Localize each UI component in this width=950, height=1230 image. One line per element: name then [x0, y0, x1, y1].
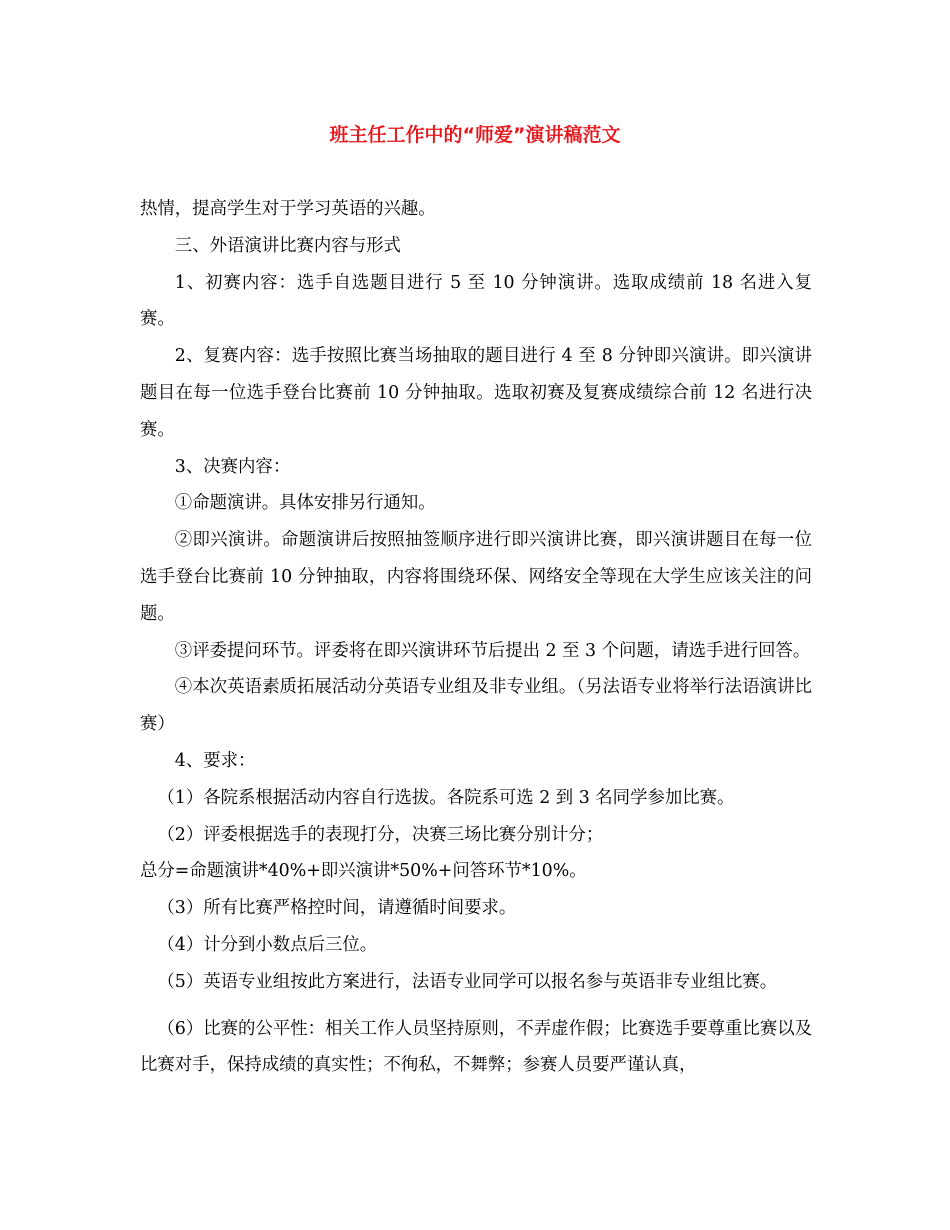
section-heading: 三、外语演讲比赛内容与形式 [174, 235, 401, 256]
paragraph: 2、复赛内容：选手按照比赛当场抽取的题目进行 4 至 8 分钟即兴演讲。即兴演讲题目在每一位选手登台比赛前 10 分钟抽取。选取初赛及复赛成绩综合前 12 名进行决赛。 [140, 346, 812, 440]
paragraph: 3、决赛内容： [174, 456, 291, 477]
list-item: ③评委提问环节。评委将在即兴演讲环节后提出 2 至 3 个问题，请选手进行回答。 [174, 640, 811, 661]
list-item: （3）所有比赛严格控时间，请遵循时间要求。 [157, 898, 517, 919]
paragraph: 热情，提高学生对于学习英语的兴趣。 [140, 199, 436, 219]
list-item: （6）比赛的公平性：相关工作人员坚持原则，不弄虚作假；比赛选手要尊重比赛以及比赛对手，保持成绩的真实性；不徇私，不舞弊；参赛人员要严谨认真， [140, 1018, 812, 1076]
formula-line: 总分=命题演讲*40%+即兴演讲*50%+问答环节*10%。 [140, 861, 587, 882]
paragraph: 4、要求： [174, 750, 256, 771]
list-item: ②即兴演讲。命题演讲后按照抽签顺序进行即兴演讲比赛，即兴演讲题目在每一位选手登台比赛前 10 分钟抽取，内容将围绕环保、网络安全等现在大学生应该关注的问题。 [140, 530, 812, 624]
list-item: （4）计分到小数点后三位。 [157, 934, 378, 955]
list-item: （2）评委根据选手的表现打分，决赛三场比赛分别计分； [157, 824, 604, 845]
list-item: ①命题演讲。具体安排另行通知。 [174, 493, 436, 514]
paragraph: 1、初赛内容：选手自选题目进行 5 至 10 分钟演讲。选取成绩前 18 名进入复赛。 [140, 272, 812, 330]
document-title: 班主任工作中的“师爱”演讲稿范文 [329, 124, 621, 146]
list-item: （1）各院系根据活动内容自行选拔。各院系可选 2 到 3 名同学参加比赛。 [157, 787, 735, 808]
document-body [140, 191, 812, 1084]
list-item: （5）英语专业组按此方案进行，法语专业同学可以报名参与英语非专业组比赛。 [157, 971, 778, 992]
list-item: ④本次英语素质拓展活动分英语专业组及非专业组。（另法语专业将举行法语演讲比赛） [140, 677, 812, 735]
